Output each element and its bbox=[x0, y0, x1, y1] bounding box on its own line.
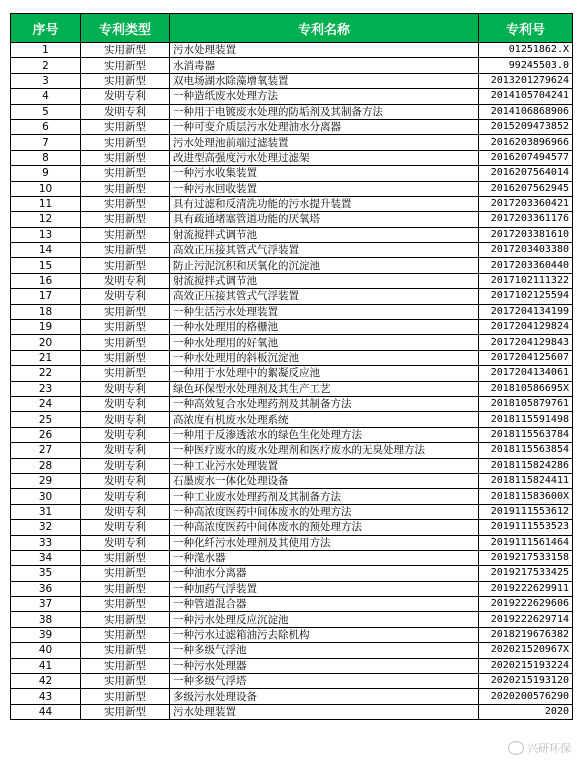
cell-patent-number: 2017102125594 bbox=[479, 289, 573, 304]
table-row bbox=[11, 489, 573, 504]
cell-patent-name: 污水处理装置 bbox=[170, 704, 479, 719]
cell-serial: 4 bbox=[11, 89, 81, 104]
cell-serial: 37 bbox=[11, 597, 81, 612]
cell-serial: 31 bbox=[11, 504, 81, 519]
table-row bbox=[11, 73, 573, 88]
cell-patent-name: 一种工业污水处理装置 bbox=[170, 458, 479, 473]
cell-serial: 3 bbox=[11, 73, 81, 88]
cell-patent-type: 实用新型 bbox=[81, 181, 170, 196]
cell-patent-name: 改进型高强度污水处理过滤架 bbox=[170, 150, 479, 165]
cell-patent-name: 一种工业废水处理药剂及其制备方法 bbox=[170, 489, 479, 504]
table-row bbox=[11, 227, 573, 242]
cell-patent-number: 2018219676382 bbox=[479, 627, 573, 642]
table-row bbox=[11, 43, 573, 58]
table-row bbox=[11, 166, 573, 181]
cell-serial: 7 bbox=[11, 135, 81, 150]
cell-serial: 40 bbox=[11, 643, 81, 658]
table-row bbox=[11, 258, 573, 273]
cell-patent-name: 具有过滤和反清洗功能的污水提升装置 bbox=[170, 196, 479, 211]
cell-serial: 39 bbox=[11, 627, 81, 642]
cell-patent-type: 实用新型 bbox=[81, 658, 170, 673]
cell-serial: 24 bbox=[11, 396, 81, 411]
cell-serial: 15 bbox=[11, 258, 81, 273]
cell-patent-number: 2019111553612 bbox=[479, 504, 573, 519]
table-row bbox=[11, 58, 573, 73]
cell-patent-number: 2017204125607 bbox=[479, 350, 573, 365]
cell-patent-name: 污水处理池前端过滤装置 bbox=[170, 135, 479, 150]
cell-patent-type: 发明专利 bbox=[81, 458, 170, 473]
cell-patent-name: 一种高浓度医药中间体废水的预处理方法 bbox=[170, 520, 479, 535]
cell-patent-type: 实用新型 bbox=[81, 304, 170, 319]
patent-table-container bbox=[10, 13, 572, 720]
cell-patent-type: 实用新型 bbox=[81, 196, 170, 211]
table-row bbox=[11, 135, 573, 150]
table-row bbox=[11, 550, 573, 565]
cell-patent-number: 2017204129843 bbox=[479, 335, 573, 350]
table-row bbox=[11, 612, 573, 627]
cell-serial: 23 bbox=[11, 381, 81, 396]
cell-serial: 5 bbox=[11, 104, 81, 119]
cell-patent-name: 双电场湖水除藻增氧装置 bbox=[170, 73, 479, 88]
cell-serial: 2 bbox=[11, 58, 81, 73]
table-row bbox=[11, 627, 573, 642]
table-header-row bbox=[11, 14, 573, 43]
cell-serial: 38 bbox=[11, 612, 81, 627]
cell-patent-type: 发明专利 bbox=[81, 273, 170, 288]
cell-patent-type: 实用新型 bbox=[81, 150, 170, 165]
cell-patent-name: 一种水处理用的好氧池 bbox=[170, 335, 479, 350]
table-row bbox=[11, 658, 573, 673]
cell-patent-name: 一种油水分离器 bbox=[170, 566, 479, 581]
cell-patent-name: 一种水处理用的格栅池 bbox=[170, 320, 479, 335]
cell-patent-type: 实用新型 bbox=[81, 643, 170, 658]
cell-patent-name: 高浓度有机废水处理系统 bbox=[170, 412, 479, 427]
cell-serial: 33 bbox=[11, 535, 81, 550]
cell-patent-number: 2016207562945 bbox=[479, 181, 573, 196]
cell-patent-type: 实用新型 bbox=[81, 212, 170, 227]
cell-patent-name: 绿色环保型水处理剂及其生产工艺 bbox=[170, 381, 479, 396]
cell-serial: 42 bbox=[11, 674, 81, 689]
table-row bbox=[11, 304, 573, 319]
cell-patent-name: 一种生活污水处理装置 bbox=[170, 304, 479, 319]
cell-patent-number: 2018115824286 bbox=[479, 458, 573, 473]
cell-serial: 13 bbox=[11, 227, 81, 242]
cell-patent-number: 2019217533425 bbox=[479, 566, 573, 581]
cell-patent-number: 2020200576290 bbox=[479, 689, 573, 704]
cell-patent-name: 一种高浓度医药中间体废水的处理方法 bbox=[170, 504, 479, 519]
cell-patent-name: 一种用于反渗透浓水的绿色生化处理方法 bbox=[170, 427, 479, 442]
cell-patent-number: 2016207564014 bbox=[479, 166, 573, 181]
cell-patent-name: 一种污水处理器 bbox=[170, 658, 479, 673]
cell-patent-number: 2017102111322 bbox=[479, 273, 573, 288]
cell-serial: 30 bbox=[11, 489, 81, 504]
cell-patent-number: 99245503.0 bbox=[479, 58, 573, 73]
cell-patent-name: 一种污水过滤箱油污去除机构 bbox=[170, 627, 479, 642]
cell-patent-type: 实用新型 bbox=[81, 135, 170, 150]
cell-serial: 26 bbox=[11, 427, 81, 442]
table-row bbox=[11, 643, 573, 658]
table-row bbox=[11, 396, 573, 411]
cell-serial: 35 bbox=[11, 566, 81, 581]
table-row bbox=[11, 458, 573, 473]
cell-serial: 16 bbox=[11, 273, 81, 288]
cell-patent-type: 发明专利 bbox=[81, 473, 170, 488]
table-row bbox=[11, 704, 573, 719]
cell-patent-name: 一种高效复合水处理药剂及其制备方法 bbox=[170, 396, 479, 411]
cell-patent-type: 实用新型 bbox=[81, 581, 170, 596]
cell-patent-number: 2018115563854 bbox=[479, 443, 573, 458]
table-row bbox=[11, 320, 573, 335]
cell-serial: 18 bbox=[11, 304, 81, 319]
cell-patent-number: 2017203360421 bbox=[479, 196, 573, 211]
table-row bbox=[11, 443, 573, 458]
cell-patent-number: 2016203896966 bbox=[479, 135, 573, 150]
table-row bbox=[11, 412, 573, 427]
cell-patent-name: 一种医疗废水的废水处理剂和医疗废水的无臭处理方法 bbox=[170, 443, 479, 458]
cell-serial: 11 bbox=[11, 196, 81, 211]
cell-patent-number: 2020215193120 bbox=[479, 674, 573, 689]
cell-patent-number: 2019111553523 bbox=[479, 520, 573, 535]
cell-patent-type: 发明专利 bbox=[81, 427, 170, 442]
cell-patent-type: 实用新型 bbox=[81, 166, 170, 181]
cell-patent-type: 发明专利 bbox=[81, 489, 170, 504]
table-row bbox=[11, 273, 573, 288]
cell-patent-type: 实用新型 bbox=[81, 320, 170, 335]
cell-patent-name: 防止污泥沉积和厌氧化的沉淀池 bbox=[170, 258, 479, 273]
table-row bbox=[11, 366, 573, 381]
cell-patent-name: 一种多级气浮池 bbox=[170, 643, 479, 658]
cell-serial: 1 bbox=[11, 43, 81, 58]
cell-patent-type: 实用新型 bbox=[81, 674, 170, 689]
cell-patent-number: 2017203360440 bbox=[479, 258, 573, 273]
cell-patent-number: 2017204134061 bbox=[479, 366, 573, 381]
cell-patent-number: 2020215193224 bbox=[479, 658, 573, 673]
cell-patent-type: 发明专利 bbox=[81, 535, 170, 550]
cell-patent-name: 射流搅拌式调节池 bbox=[170, 227, 479, 242]
cell-patent-type: 实用新型 bbox=[81, 119, 170, 134]
header-patent-number: 专利号 bbox=[479, 14, 573, 43]
cell-patent-number: 2019222629911 bbox=[479, 581, 573, 596]
cell-patent-number: 2015209473852 bbox=[479, 119, 573, 134]
table-body bbox=[11, 43, 573, 720]
cell-patent-number: 2016207494577 bbox=[479, 150, 573, 165]
cell-patent-type: 发明专利 bbox=[81, 504, 170, 519]
table-row bbox=[11, 289, 573, 304]
cell-patent-type: 实用新型 bbox=[81, 335, 170, 350]
cell-patent-number: 202021520967X bbox=[479, 643, 573, 658]
table-row bbox=[11, 243, 573, 258]
cell-serial: 41 bbox=[11, 658, 81, 673]
wechat-icon bbox=[508, 741, 524, 755]
cell-patent-type: 发明专利 bbox=[81, 381, 170, 396]
cell-patent-number: 2017204129824 bbox=[479, 320, 573, 335]
cell-patent-type: 实用新型 bbox=[81, 258, 170, 273]
watermark-text: 兴研环保 bbox=[527, 742, 571, 755]
cell-patent-type: 实用新型 bbox=[81, 350, 170, 365]
cell-patent-number: 01251862.X bbox=[479, 43, 573, 58]
cell-patent-type: 实用新型 bbox=[81, 366, 170, 381]
cell-patent-number: 2013201279624 bbox=[479, 73, 573, 88]
table-row bbox=[11, 212, 573, 227]
table-row bbox=[11, 504, 573, 519]
table-row bbox=[11, 335, 573, 350]
cell-patent-name: 一种化纤污水处理剂及其使用方法 bbox=[170, 535, 479, 550]
cell-patent-name: 石墨废水一体化处理设备 bbox=[170, 473, 479, 488]
table-row bbox=[11, 427, 573, 442]
cell-patent-name: 多级污水处理设备 bbox=[170, 689, 479, 704]
header-patent-type: 专利类型 bbox=[81, 14, 170, 43]
cell-serial: 36 bbox=[11, 581, 81, 596]
header-serial: 序号 bbox=[11, 14, 81, 43]
cell-patent-number: 2018115824411 bbox=[479, 473, 573, 488]
cell-serial: 8 bbox=[11, 150, 81, 165]
table-row bbox=[11, 119, 573, 134]
cell-patent-type: 发明专利 bbox=[81, 412, 170, 427]
cell-patent-type: 实用新型 bbox=[81, 43, 170, 58]
table-row bbox=[11, 350, 573, 365]
table-row bbox=[11, 196, 573, 211]
cell-serial: 19 bbox=[11, 320, 81, 335]
cell-patent-number: 2019217533158 bbox=[479, 550, 573, 565]
cell-patent-number: 2020 bbox=[479, 704, 573, 719]
cell-patent-number: 201810586695X bbox=[479, 381, 573, 396]
cell-patent-number: 2017203381610 bbox=[479, 227, 573, 242]
table-row bbox=[11, 689, 573, 704]
cell-patent-name: 高效正压接其管式气浮装置 bbox=[170, 243, 479, 258]
cell-patent-number: 2019222629606 bbox=[479, 597, 573, 612]
cell-serial: 20 bbox=[11, 335, 81, 350]
cell-patent-name: 一种污水回收装置 bbox=[170, 181, 479, 196]
cell-patent-name: 污水处理装置 bbox=[170, 43, 479, 58]
cell-patent-number: 2018115563784 bbox=[479, 427, 573, 442]
cell-serial: 29 bbox=[11, 473, 81, 488]
table-row bbox=[11, 150, 573, 165]
table-row bbox=[11, 104, 573, 119]
table-row bbox=[11, 566, 573, 581]
cell-patent-number: 2018105879761 bbox=[479, 396, 573, 411]
cell-patent-type: 实用新型 bbox=[81, 627, 170, 642]
table-row bbox=[11, 520, 573, 535]
cell-serial: 27 bbox=[11, 443, 81, 458]
cell-serial: 10 bbox=[11, 181, 81, 196]
cell-patent-name: 一种滗水器 bbox=[170, 550, 479, 565]
table-row bbox=[11, 89, 573, 104]
cell-patent-number: 2018115591498 bbox=[479, 412, 573, 427]
cell-patent-type: 实用新型 bbox=[81, 689, 170, 704]
table-row bbox=[11, 535, 573, 550]
cell-patent-name: 一种污水处理反应沉淀池 bbox=[170, 612, 479, 627]
cell-serial: 9 bbox=[11, 166, 81, 181]
cell-patent-name: 一种多级气浮塔 bbox=[170, 674, 479, 689]
cell-patent-name: 具有疏通堵塞管道功能的厌氧塔 bbox=[170, 212, 479, 227]
cell-serial: 34 bbox=[11, 550, 81, 565]
cell-patent-type: 实用新型 bbox=[81, 243, 170, 258]
cell-patent-number: 2019111561464 bbox=[479, 535, 573, 550]
cell-patent-name: 一种可变介质层污水处理油水分离器 bbox=[170, 119, 479, 134]
cell-patent-number: 2017203403380 bbox=[479, 243, 573, 258]
cell-patent-type: 实用新型 bbox=[81, 566, 170, 581]
cell-serial: 44 bbox=[11, 704, 81, 719]
cell-patent-type: 实用新型 bbox=[81, 597, 170, 612]
cell-patent-type: 发明专利 bbox=[81, 520, 170, 535]
cell-patent-type: 实用新型 bbox=[81, 227, 170, 242]
cell-patent-number: 2017203361176 bbox=[479, 212, 573, 227]
cell-patent-name: 射流搅拌式调节池 bbox=[170, 273, 479, 288]
cell-serial: 43 bbox=[11, 689, 81, 704]
cell-patent-name: 一种污水收集装置 bbox=[170, 166, 479, 181]
cell-serial: 6 bbox=[11, 119, 81, 134]
cell-patent-type: 实用新型 bbox=[81, 58, 170, 73]
cell-patent-name: 一种加药气浮装置 bbox=[170, 581, 479, 596]
table-row bbox=[11, 381, 573, 396]
cell-serial: 21 bbox=[11, 350, 81, 365]
cell-serial: 22 bbox=[11, 366, 81, 381]
cell-patent-name: 高效正压接其管式气浮装置 bbox=[170, 289, 479, 304]
cell-patent-type: 实用新型 bbox=[81, 550, 170, 565]
table-row bbox=[11, 181, 573, 196]
cell-patent-name: 水消毒器 bbox=[170, 58, 479, 73]
cell-patent-number: 2014106868906 bbox=[479, 104, 573, 119]
cell-patent-number: 2014105704241 bbox=[479, 89, 573, 104]
cell-serial: 32 bbox=[11, 520, 81, 535]
cell-patent-type: 实用新型 bbox=[81, 612, 170, 627]
cell-patent-type: 实用新型 bbox=[81, 704, 170, 719]
cell-patent-number: 2017204134199 bbox=[479, 304, 573, 319]
table-row bbox=[11, 581, 573, 596]
table-row bbox=[11, 597, 573, 612]
cell-patent-type: 发明专利 bbox=[81, 443, 170, 458]
cell-patent-number: 201811583600X bbox=[479, 489, 573, 504]
cell-patent-type: 发明专利 bbox=[81, 89, 170, 104]
cell-serial: 14 bbox=[11, 243, 81, 258]
cell-patent-type: 发明专利 bbox=[81, 396, 170, 411]
patent-table bbox=[10, 13, 573, 720]
cell-patent-name: 一种造纸废水处理方法 bbox=[170, 89, 479, 104]
cell-patent-number: 2019222629714 bbox=[479, 612, 573, 627]
cell-patent-name: 一种用于水处理中的絮凝反应池 bbox=[170, 366, 479, 381]
cell-serial: 17 bbox=[11, 289, 81, 304]
cell-serial: 12 bbox=[11, 212, 81, 227]
watermark bbox=[508, 740, 571, 756]
cell-serial: 28 bbox=[11, 458, 81, 473]
table-row bbox=[11, 674, 573, 689]
cell-patent-name: 一种水处理用的斜板沉淀池 bbox=[170, 350, 479, 365]
cell-patent-type: 实用新型 bbox=[81, 73, 170, 88]
cell-patent-type: 发明专利 bbox=[81, 104, 170, 119]
cell-patent-type: 发明专利 bbox=[81, 289, 170, 304]
table-row bbox=[11, 473, 573, 488]
cell-patent-name: 一种管道混合器 bbox=[170, 597, 479, 612]
header-patent-name: 专利名称 bbox=[170, 14, 479, 43]
cell-patent-name: 一种用于电镀废水处理的防垢剂及其制备方法 bbox=[170, 104, 479, 119]
cell-serial: 25 bbox=[11, 412, 81, 427]
